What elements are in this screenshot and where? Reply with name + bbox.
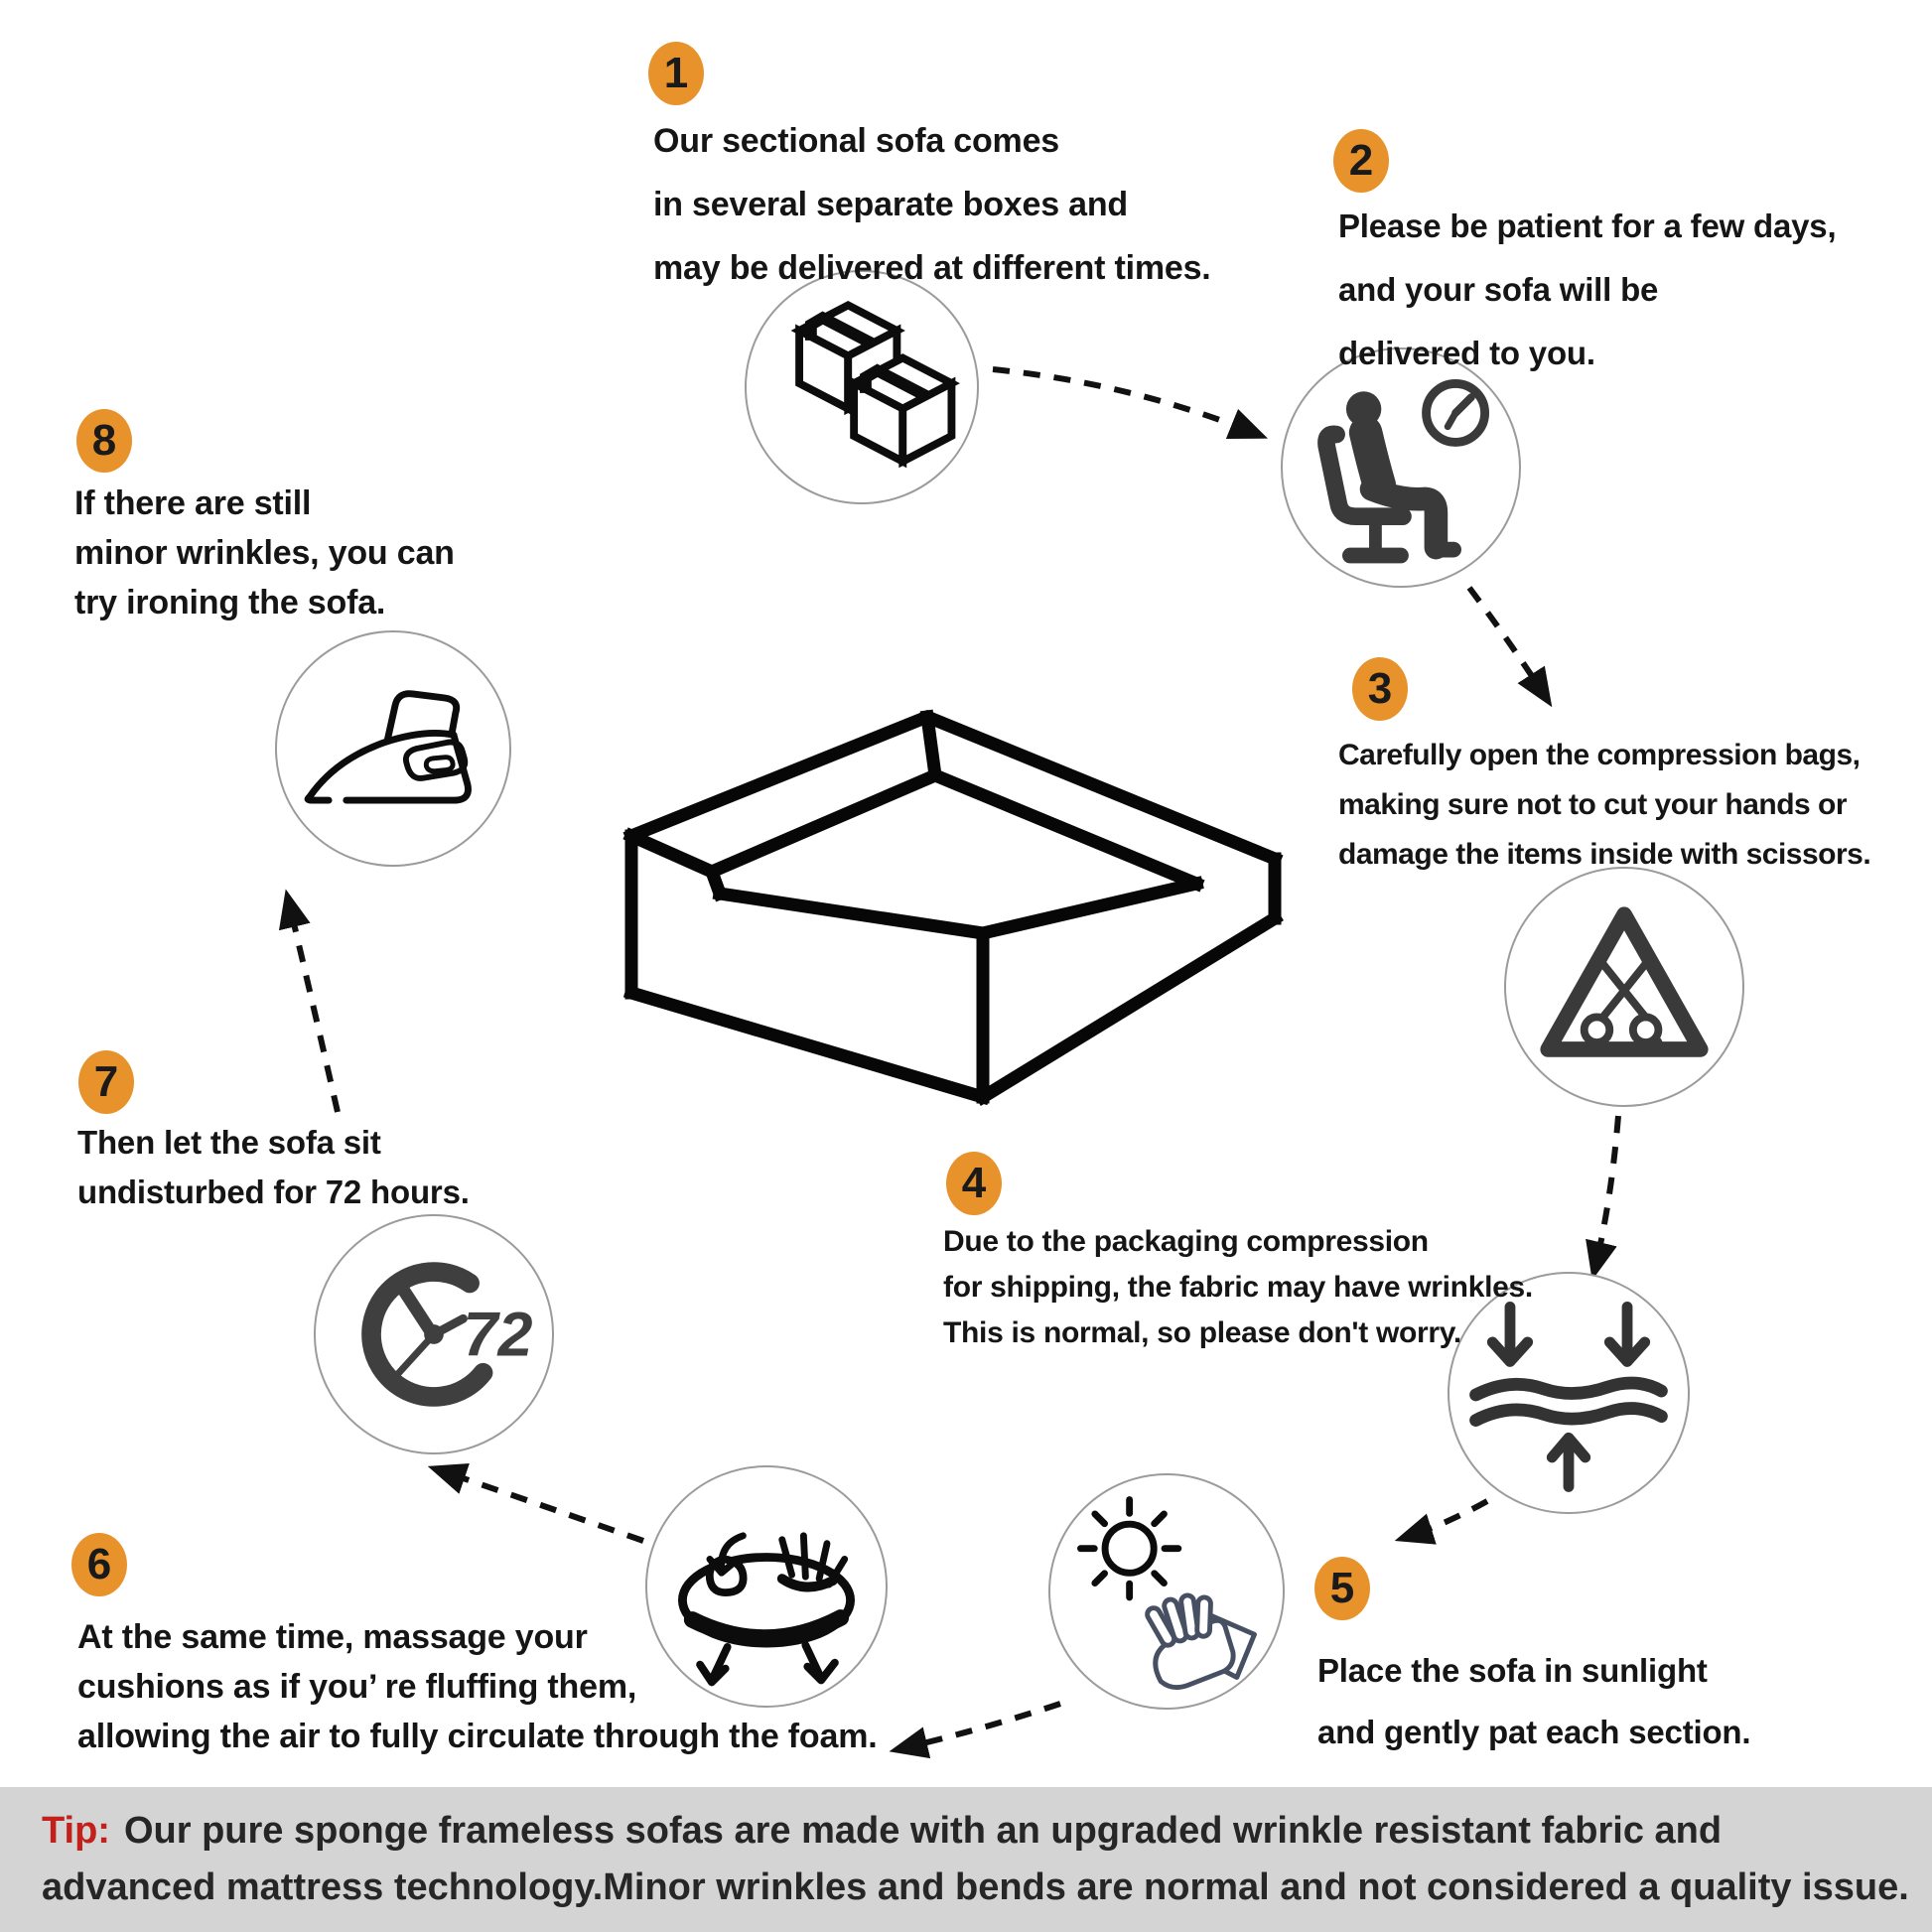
step-3-line-3: damage the items inside with scissors. bbox=[1338, 838, 1871, 871]
step-3-badge: 3 bbox=[1352, 657, 1408, 721]
arrow-massage-to-clock bbox=[437, 1469, 643, 1541]
arrow-clock-to-iron bbox=[288, 898, 338, 1112]
tip-text-1: Our pure sponge frameless sofas are made with an upgraded wrinkle resistant fabric and bbox=[123, 1810, 1723, 1852]
step-2-badge: 2 bbox=[1333, 129, 1389, 193]
step-5-text bbox=[1317, 1640, 1750, 1763]
scissors-warning-icon bbox=[1504, 867, 1744, 1107]
step-1-badge: 1 bbox=[648, 42, 704, 105]
arrow-waiting-to-step3 bbox=[1469, 588, 1547, 699]
shipping-boxes-icon bbox=[745, 270, 979, 504]
step-1-line-2: in several separate boxes and bbox=[653, 186, 1129, 223]
step-7-line-1: Then let the sofa sit bbox=[77, 1124, 381, 1161]
step-4-line-3: This is normal, so please don't worry. bbox=[943, 1316, 1461, 1349]
step-8-line-1: If there are still bbox=[74, 484, 312, 522]
step-4-badge: 4 bbox=[946, 1152, 1002, 1215]
arrow-boxes-to-waiting bbox=[993, 369, 1259, 435]
step-5-line-1: Place the sofa in sunlight bbox=[1317, 1652, 1708, 1689]
step-2-line-2: and your sofa will be bbox=[1338, 271, 1659, 308]
step-3-line-2: making sure not to cut your hands or bbox=[1338, 788, 1848, 821]
step-3-line-1: Carefully open the compression bags, bbox=[1338, 739, 1861, 771]
step-6-badge: 6 bbox=[71, 1533, 127, 1596]
clock-72-hours-icon bbox=[314, 1214, 554, 1454]
step-7-text bbox=[77, 1118, 470, 1217]
step-4-line-2: for shipping, the fabric may have wrinkles. bbox=[943, 1271, 1533, 1304]
step-1-line-1: Our sectional sofa comes bbox=[653, 122, 1060, 160]
tip-bar bbox=[0, 1787, 1932, 1932]
step-1-text bbox=[653, 109, 1211, 300]
step-8-text bbox=[74, 479, 455, 627]
step-5-badge: 5 bbox=[1314, 1557, 1370, 1620]
step-6-line-3: allowing the air to fully circulate through the foam. bbox=[77, 1718, 878, 1755]
step-8-badge: 8 bbox=[76, 409, 132, 473]
step-2-line-1: Please be patient for a few days, bbox=[1338, 207, 1837, 244]
arrow-sun-to-massage bbox=[898, 1704, 1060, 1749]
arrow-scissors-to-compression bbox=[1594, 1116, 1618, 1271]
step-7-line-2: undisturbed for 72 hours. bbox=[77, 1173, 470, 1210]
sunlight-pat-icon bbox=[1048, 1473, 1285, 1710]
step-6-text bbox=[77, 1612, 877, 1761]
step-7-badge: 7 bbox=[78, 1050, 134, 1114]
tip-line-1 bbox=[42, 1803, 1932, 1860]
step-4-line-1: Due to the packaging compression bbox=[943, 1225, 1429, 1258]
step-6-line-1: At the same time, massage your bbox=[77, 1618, 588, 1656]
tip-label: Tip: bbox=[42, 1810, 110, 1852]
step-6-line-2: cushions as if you’ re fluffing them, bbox=[77, 1668, 637, 1706]
corner-sofa-illustration bbox=[608, 669, 1293, 1118]
step-3-text bbox=[1338, 731, 1870, 880]
step-2-line-3: delivered to you. bbox=[1338, 335, 1595, 371]
iron-icon bbox=[275, 630, 511, 867]
step-2-text bbox=[1338, 195, 1836, 385]
clock-72-label: 72 bbox=[463, 1300, 533, 1370]
step-1-line-3: may be delivered at different times. bbox=[653, 249, 1211, 287]
step-5-line-2: and gently pat each section. bbox=[1317, 1714, 1751, 1750]
step-8-line-2: minor wrinkles, you can bbox=[74, 534, 455, 572]
step-8-line-3: try ironing the sofa. bbox=[74, 584, 386, 621]
step-4-text bbox=[943, 1219, 1533, 1356]
tip-line-2: advanced mattress technology.Minor wrinkles and bends are normal and not considered a quality issue. bbox=[42, 1866, 1909, 1908]
